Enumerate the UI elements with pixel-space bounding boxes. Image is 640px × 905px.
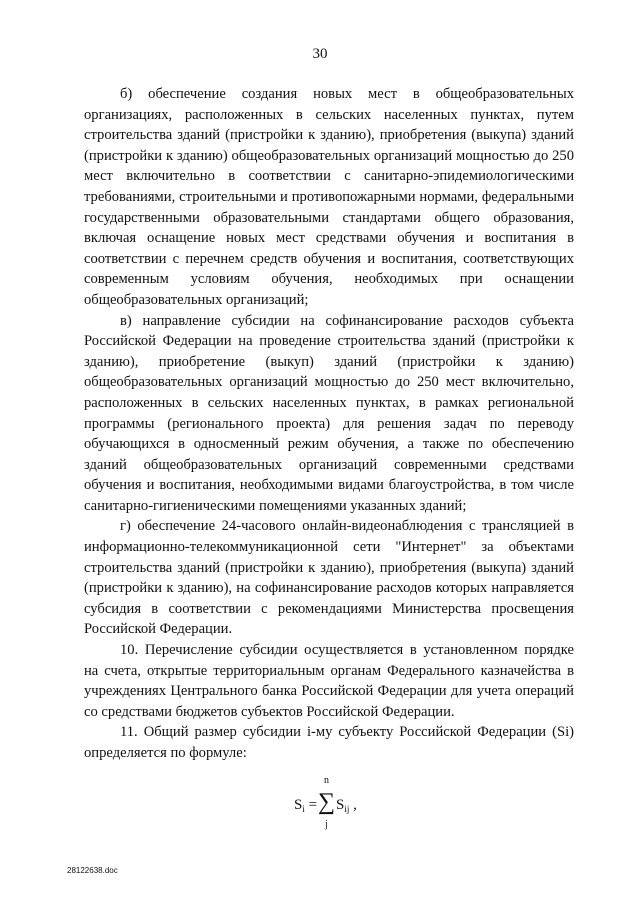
body-text <box>84 84 574 764</box>
formula-rhs: $S_{ij}$ , <box>336 797 357 814</box>
paragraph-11: 11. Общий размер субсидии i-му субъекту Российской Федерации (Si) определяется по формуле: <box>84 724 574 761</box>
sum-upper-limit: n <box>324 775 329 786</box>
paragraph-b: б) обеспечение создания новых мест в общеобразовательных организациях, расположенных в сельских населенных пунктах, путем строительства зданий (пристройки к зданию), приобретения (выкупа) зданий (пристройки к зданию) общеобразовательных организаций мощностью до 250 мест включительно в соответствии с санитарно-эпидемиологическими требованиями, строительными и противопожарными нормами, федеральными государственными образовательными стандартами общего образования, включая оснащение новых мест средствами обучения и воспитания в соответствии с перечнем средств обучения и воспитания, соответствующих современным условиям обучения, необходимых при оснащении общеобразовательных организаций; <box>84 86 574 308</box>
paragraph-v: в) направление субсидии на софинансирование расходов субъекта Российской Федерации на проведение строительства зданий (пристройки к зданию), приобретение (выкуп) зданий (пристройки к зданию) общеобразовательных организаций мощностью до 250 мест включительно, расположенных в сельских населенных пунктах, в рамках региональной программы (регионального проекта) для решения задач по переводу обучающихся в односменный режим обучения, а также по обеспечению зданий общеобразовательных организаций современными средствами обучения и воспитания, необходимыми видами благоустройства, в том числе санитарно-гигиеническими помещениями указанных зданий; <box>84 312 574 514</box>
sum-lower-index: j <box>325 819 328 830</box>
paragraph-10: 10. Перечисление субсидии осуществляется в установленном порядке на счета, открытые территориальным органам Федерального казначейства в учреждениях Центрального банка Российской Федерации для учета операций со средствами бюджетов субъектов Российской Федерации. <box>84 642 574 720</box>
sum-symbol: ∑ <box>318 789 336 815</box>
paragraph-g: г) обеспечение 24-часового онлайн-видеонаблюдения с трансляцией в информационно-телекоммуникационной сети "Интернет" за объектами строительства зданий (пристройки к зданию), приобретения (выкупа) зданий (пристройки к зданию), на софинансирование расходов которых направляется субсидия в соответствии с рекомендациями Министерства просвещения Российской Федерации. <box>84 518 574 638</box>
document-filename: 28122638.doc <box>67 866 118 875</box>
formula-lhs: $S_i$ = <box>294 797 318 814</box>
page-number: 30 <box>312 46 328 62</box>
